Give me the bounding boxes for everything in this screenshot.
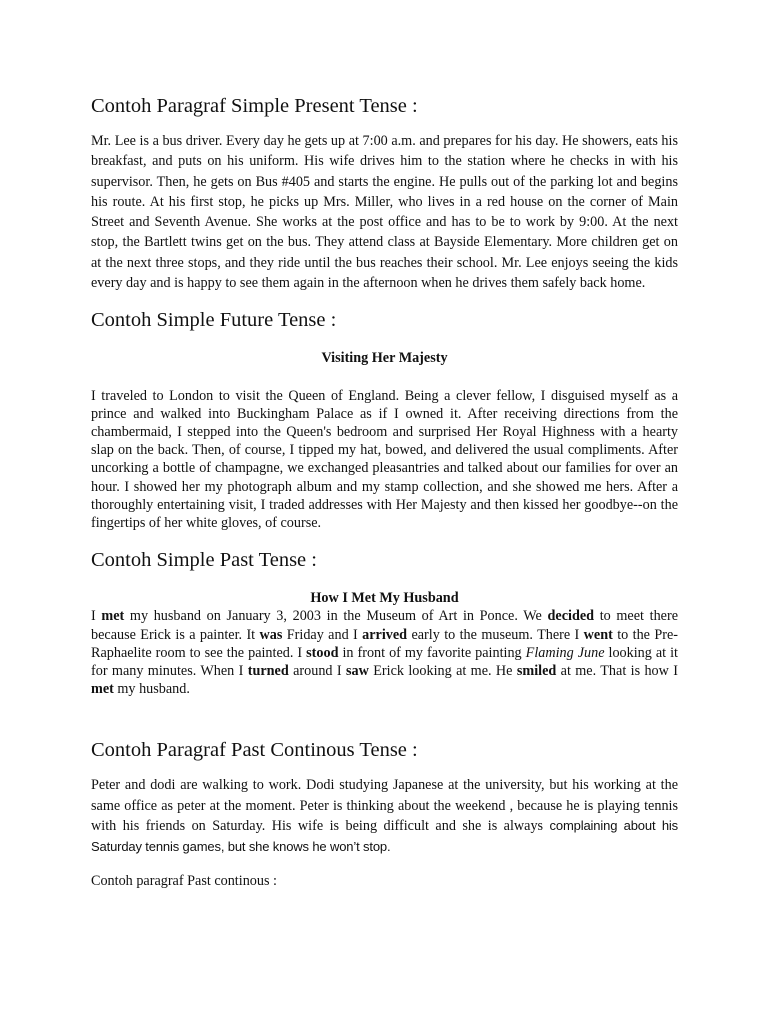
text-run: around I	[288, 663, 346, 680]
section-simple-past	[91, 548, 678, 698]
paragraph: I traveled to London to visit the Queen of England. Being a clever fellow, I disguised myself as a prince and walked into Buckingham Palace as if I owned it. After receiving directions from the chambermaid, I stepped into the Queen's bedroom and surprised Her Royal Highness with a hearty slap on the back. Then, of course, I tipped my hat, bowed, and delivered the usual compliments. After uncorking a bottle of champagne, we exchanged pleasantries and talked about our families for over an hour. I showed her my photograph album and my stamp collection, and she showed me hers. After a thoroughly entertaining visit, I traded addresses with Her Majesty and then kissed her goodbye--on the fingertips of her white gloves, of course.	[91, 387, 678, 531]
paragraph	[91, 775, 678, 857]
section-heading: Contoh Paragraf Past Continous Tense :	[91, 739, 418, 762]
section-past-continuous	[91, 738, 678, 857]
text-run: complaining about his Saturday tennis games, but she knows he won’t stop.	[91, 818, 678, 854]
bold-verb: smiled	[516, 663, 557, 680]
section-simple-future	[91, 308, 678, 532]
text-run: Peter and dodi are walking to work. Dodi studying Japanese at the university, but his working at the same office as peter at the moment. Peter is thinking about the weekend , because he is playing tennis with his friends on Saturday. His wife is being difficult and she is always	[91, 777, 678, 835]
text-run: to meet there because Erick is a painter. It	[91, 608, 678, 643]
section-simple-present	[91, 94, 678, 293]
text-run: at me. That is how I	[556, 663, 678, 680]
bold-verb: stood	[306, 644, 339, 661]
bold-verb: met	[91, 681, 114, 698]
story-title: Visiting Her Majesty	[321, 350, 448, 367]
text-run: Erick looking at me. He	[368, 663, 517, 680]
text-run: looking at it for many minutes. When I	[91, 644, 678, 680]
text-run: Friday and I	[282, 626, 363, 643]
document-page	[91, 94, 678, 890]
text-run: my husband.	[113, 681, 190, 698]
paragraph: Mr. Lee is a bus driver. Every day he gets up at 7:00 a.m. and prepares for his day. He showers, eats his breakfast, and puts on his uniform. His wife drives him to the station where he checks in with his supervisor. Then, he gets on Bus #405 and starts the engine. He pulls out of the parking lot and begins his route. At his first stop, he picks up Mrs. Miller, who lives in a red house on the corner of Main Street and Seventh Avenue. She works at the post office and has to be to work by 9:00. At the next stop, the Bartlett twins get on the bus. They attend class at Bayside Elementary. More children get on at the next three stops, and they ride until the bus reaches their school. Mr. Lee enjoys seeing the kids every day and is happy to see them again in the afternoon when he drives them safely back home.	[91, 133, 678, 292]
story-title: How I Met My Husband	[310, 590, 459, 607]
bold-verb: turned	[247, 663, 289, 680]
section-heading: Contoh Paragraf Simple Present Tense :	[91, 95, 418, 117]
text-run: to the Pre-Raphaelite room to see the painted. I	[91, 626, 678, 661]
text-run: in front of my favorite painting	[338, 644, 526, 661]
section-heading: Contoh Simple Past Tense :	[91, 549, 317, 572]
bold-verb: met	[101, 608, 125, 625]
bold-verb: saw	[346, 663, 369, 680]
paragraph	[91, 607, 678, 698]
section-heading: Contoh Simple Future Tense :	[91, 309, 337, 332]
bold-verb: went	[583, 626, 613, 643]
painting-title: Flaming June	[525, 644, 605, 661]
section-past-continuous-2	[91, 873, 678, 890]
text-run: early to the museum. There I	[407, 626, 584, 643]
text-run: I	[91, 608, 102, 625]
bold-verb: arrived	[362, 626, 408, 643]
bold-verb: decided	[547, 608, 595, 625]
text-run: my husband on January 3, 2003 in the Museum of Art in Ponce. We	[124, 608, 548, 625]
paragraph-heading: Contoh paragraf Past continous :	[91, 873, 277, 890]
bold-verb: was	[259, 626, 283, 643]
